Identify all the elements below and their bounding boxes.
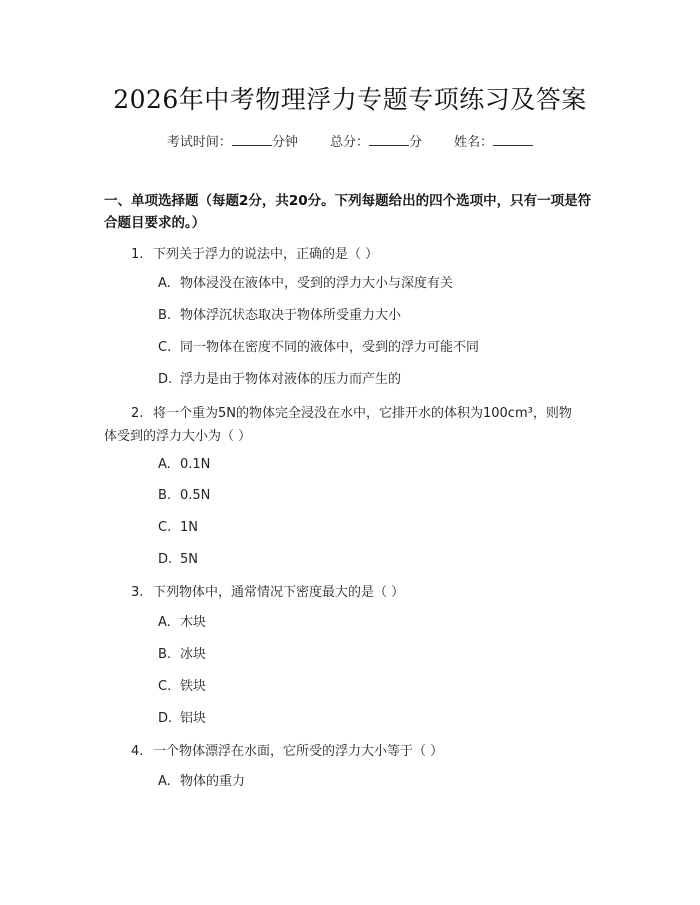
option-letter: D. bbox=[158, 711, 173, 726]
option-text: 物体的重力 bbox=[180, 774, 246, 789]
question-text: 下列关于浮力的说法中，正确的是（ ） bbox=[153, 247, 379, 262]
question-2-option-c bbox=[158, 519, 198, 537]
total-score-label: 总分： bbox=[329, 135, 369, 150]
option-text: 0.5N bbox=[180, 488, 211, 503]
option-text: 0.1N bbox=[180, 457, 211, 472]
option-text: 铝块 bbox=[180, 711, 207, 726]
option-text: 浮力是由于物体对液体的压力而产生的 bbox=[180, 372, 402, 387]
student-name-blank bbox=[493, 133, 533, 146]
question-number: 1. bbox=[131, 247, 144, 262]
option-text: 同一物体在密度不同的液体中，受到的浮力可能不同 bbox=[180, 340, 480, 355]
exam-time-label: 考试时间： bbox=[166, 135, 232, 150]
question-1-option-b bbox=[158, 307, 401, 325]
question-3 bbox=[131, 581, 404, 604]
question-1 bbox=[131, 243, 378, 266]
exam-time-blank bbox=[232, 133, 272, 146]
option-letter: D. bbox=[158, 552, 173, 567]
option-text: 1N bbox=[180, 520, 198, 535]
question-text: 下列物体中，通常情况下密度最大的是（ ） bbox=[153, 585, 405, 600]
option-letter: A. bbox=[158, 457, 171, 472]
option-letter: D. bbox=[158, 372, 173, 387]
option-letter: C. bbox=[158, 340, 172, 355]
option-letter: B. bbox=[158, 647, 172, 662]
student-name-label: 姓名： bbox=[454, 135, 494, 150]
total-score-field bbox=[330, 131, 422, 150]
page-title: 2026年中考物理浮力专题专项练习及答案 bbox=[113, 85, 587, 114]
question-text-line2: 体受到的浮力大小为（ ） bbox=[104, 429, 252, 444]
question-1-option-d bbox=[158, 371, 401, 389]
exam-meta-line bbox=[0, 131, 700, 150]
question-number: 3. bbox=[131, 585, 144, 600]
option-letter: C. bbox=[158, 679, 172, 694]
question-2 bbox=[131, 402, 572, 425]
question-number: 4. bbox=[131, 744, 144, 759]
option-letter: B. bbox=[158, 488, 172, 503]
question-3-option-c bbox=[158, 678, 206, 696]
question-3-option-a bbox=[158, 614, 206, 632]
option-letter: C. bbox=[158, 520, 172, 535]
question-2-option-a bbox=[158, 456, 210, 474]
question-4 bbox=[131, 740, 443, 763]
question-3-option-b bbox=[158, 646, 206, 664]
question-1-option-a bbox=[158, 275, 453, 293]
question-2-continued bbox=[104, 425, 251, 448]
exam-time-unit: 分钟 bbox=[271, 135, 298, 150]
option-text: 物体浸没在液体中，受到的浮力大小与深度有关 bbox=[180, 276, 454, 291]
question-4-option-a bbox=[158, 773, 245, 791]
question-number: 2. bbox=[131, 406, 144, 421]
option-letter: A. bbox=[158, 615, 171, 630]
total-score-unit: 分 bbox=[409, 135, 423, 150]
option-text: 5N bbox=[180, 552, 198, 567]
question-2-option-b bbox=[158, 487, 210, 505]
option-text: 木块 bbox=[180, 615, 207, 630]
total-score-blank bbox=[369, 133, 409, 146]
question-text: 一个物体漂浮在水面，它所受的浮力大小等于（ ） bbox=[153, 744, 444, 759]
option-letter: B. bbox=[158, 308, 172, 323]
question-3-option-d bbox=[158, 710, 206, 728]
question-1-option-c bbox=[158, 339, 479, 357]
question-text-line1: 将一个重为5N的物体完全浸没在水中，它排开水的体积为100cm³，则物 bbox=[153, 406, 572, 421]
option-text: 铁块 bbox=[180, 679, 207, 694]
option-text: 冰块 bbox=[180, 647, 207, 662]
option-letter: A. bbox=[158, 276, 171, 291]
question-2-option-d bbox=[158, 551, 198, 569]
option-letter: A. bbox=[158, 774, 171, 789]
exam-time-field bbox=[167, 131, 298, 150]
student-name-field bbox=[454, 131, 533, 150]
option-text: 物体浮沉状态取决于物体所受重力大小 bbox=[180, 308, 402, 323]
section-heading: 一、单项选择题（每题2分，共20分。下列每题给出的四个选项中，只有一项是符合题目要求的。） bbox=[104, 193, 592, 231]
